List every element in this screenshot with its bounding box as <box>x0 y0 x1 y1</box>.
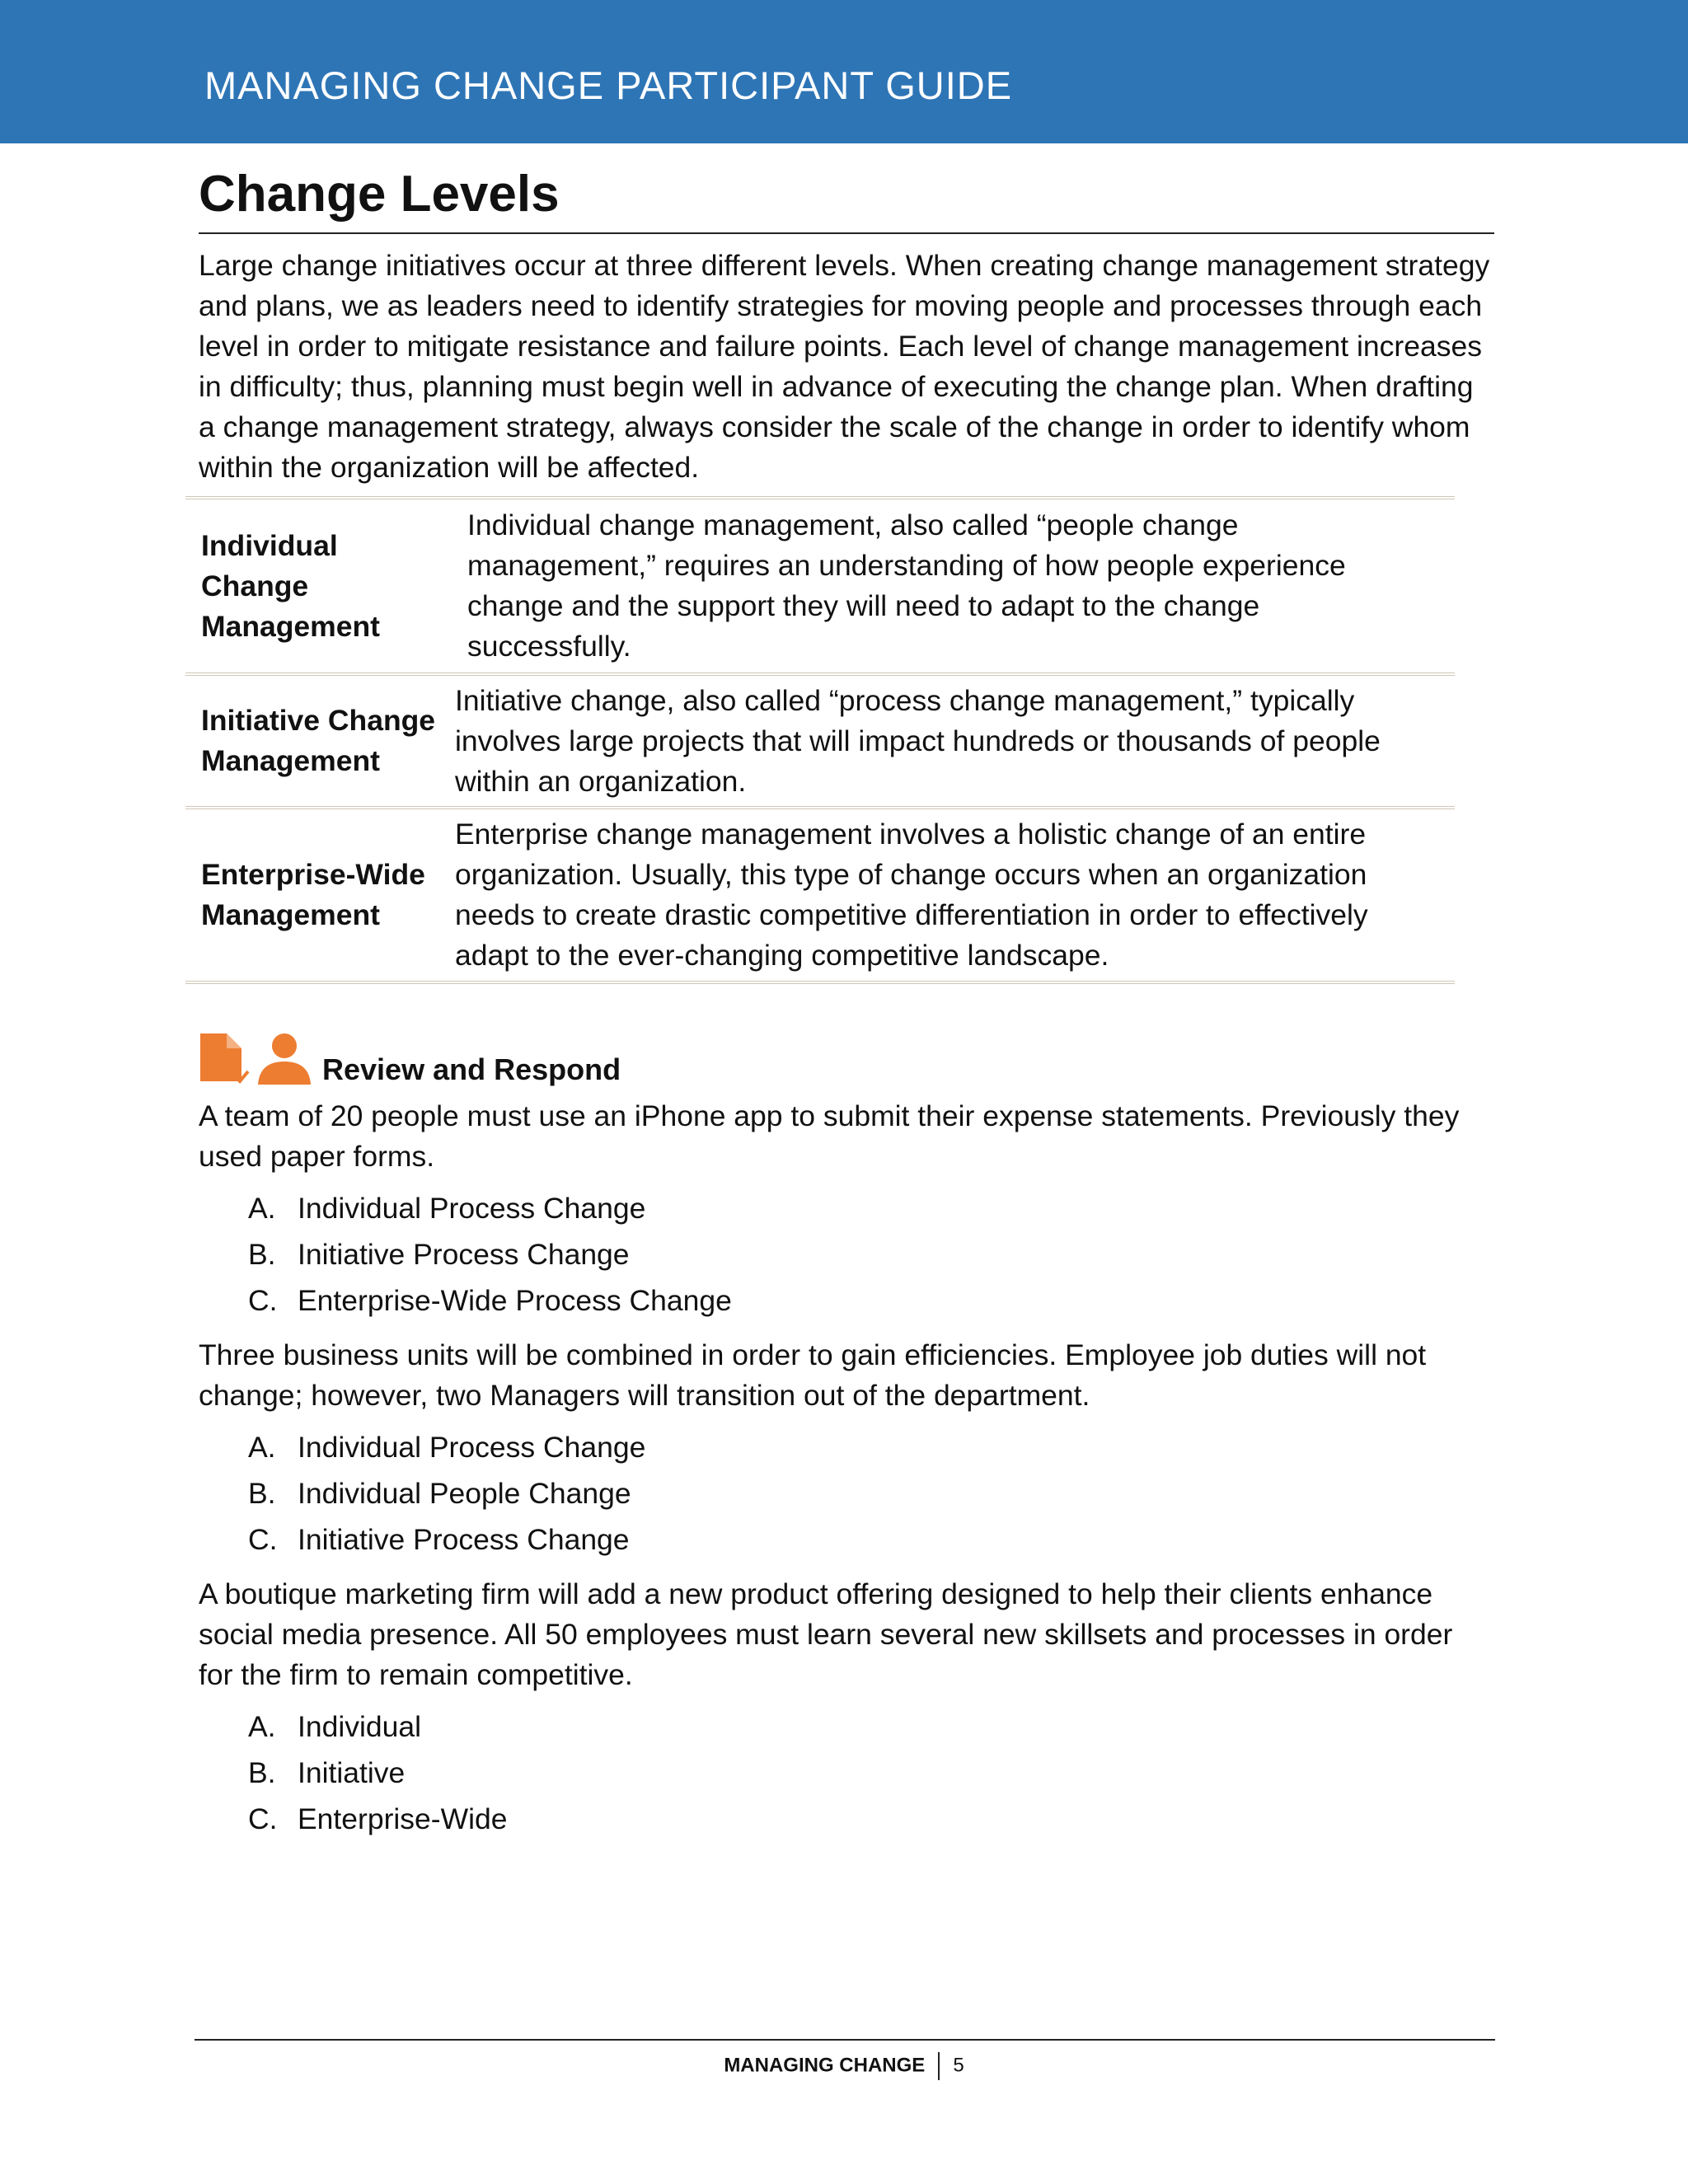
answer-options <box>199 1704 1494 1842</box>
option-text: Enterprise-Wide Process Change <box>298 1284 732 1317</box>
question-block <box>199 1574 1494 1842</box>
option-letter: B. <box>248 1756 276 1789</box>
answer-option <box>199 1796 1494 1842</box>
answer-option <box>199 1185 1494 1231</box>
level-name: Enterprise-Wide Management <box>201 858 425 931</box>
person-icon <box>255 1032 314 1086</box>
answer-option <box>199 1516 1494 1563</box>
question-block <box>199 1096 1494 1324</box>
option-text: Initiative Process Change <box>298 1238 630 1271</box>
level-description: Individual change management, also called “people change management,” requires an understanding of how people experience change and the support they will need to adapt to the change successfully. <box>467 509 1346 663</box>
level-row <box>185 499 1455 676</box>
level-description: Initiative change, also called “process change management,” typically involves large projects that will impact hundreds or thousands of people within an organization. <box>455 683 1381 798</box>
option-text: Initiative Process Change <box>298 1523 630 1556</box>
footer-rule <box>195 2039 1495 2041</box>
question-block <box>199 1335 1494 1563</box>
page-footer <box>0 2052 1688 2080</box>
answer-option <box>199 1424 1494 1470</box>
page-content <box>199 162 1494 1842</box>
change-levels-table <box>185 496 1455 984</box>
option-letter: B. <box>248 1238 276 1271</box>
answer-option <box>199 1277 1494 1324</box>
answer-option <box>199 1470 1494 1516</box>
intro-paragraph: Large change initiatives occur at three different levels. When creating change management strategy and plans, we as leaders need to identify strategies for moving people and processes through each level in order to mitigate resistance and failure points. Each level of change management increases in difficulty; thus, planning must begin well in advance of executing the change plan. When drafting a change management strategy, always consider the scale of the change in order to identify whom within the organization will be affected. <box>199 249 1490 484</box>
review-respond-header <box>199 1032 1494 1086</box>
header-title: MANAGING CHANGE PARTICIPANT GUIDE <box>204 63 1013 107</box>
option-letter: A. <box>248 1431 276 1464</box>
level-description: Enterprise change management involves a holistic change of an entire organization. Usually, this type of change occurs when an organization needs to create drastic competitive differentiation in order to effectively adapt to the ever-changing competitive landscape. <box>455 818 1368 972</box>
answer-option <box>199 1704 1494 1750</box>
option-text: Individual <box>298 1710 421 1743</box>
option-text: Individual People Change <box>298 1477 631 1510</box>
review-title: Review and Respond <box>322 1052 621 1086</box>
page-number: 5 <box>953 2054 964 2077</box>
option-text: Individual Process Change <box>298 1192 646 1225</box>
review-icons <box>199 1032 314 1086</box>
option-letter: C. <box>248 1523 278 1556</box>
option-letter: B. <box>248 1477 276 1510</box>
header-band <box>0 0 1688 143</box>
question-text: A boutique marketing firm will add a new product offering designed to help their clients enhance social media presence. All 50 employees must learn several new skillsets and processes in order for the firm to remain competitive. <box>199 1577 1453 1691</box>
answer-options <box>199 1424 1494 1563</box>
page-title: Change Levels <box>199 162 1494 234</box>
question-text: A team of 20 people must use an iPhone app to submit their expense statements. Previously they used paper forms. <box>199 1099 1460 1173</box>
answer-option <box>199 1231 1494 1277</box>
level-row <box>185 809 1455 984</box>
level-name: Individual Change Management <box>201 528 380 643</box>
option-letter: A. <box>248 1710 276 1743</box>
option-letter: C. <box>248 1284 278 1317</box>
question-text: Three business units will be combined in order to gain efficiencies. Employee job duties will not change; however, two Managers will transition out of the department. <box>199 1338 1427 1412</box>
option-text: Individual Process Change <box>298 1431 646 1464</box>
answer-options <box>199 1185 1494 1324</box>
option-letter: C. <box>248 1802 278 1835</box>
option-text: Initiative <box>298 1756 406 1789</box>
document-check-icon <box>199 1032 250 1086</box>
level-name: Initiative Change Management <box>201 704 436 777</box>
level-row <box>185 676 1455 809</box>
footer-label: MANAGING CHANGE <box>724 2054 926 2077</box>
option-text: Enterprise-Wide <box>298 1802 508 1835</box>
answer-option <box>199 1750 1494 1796</box>
option-letter: A. <box>248 1192 276 1225</box>
footer-separator <box>938 2052 940 2080</box>
